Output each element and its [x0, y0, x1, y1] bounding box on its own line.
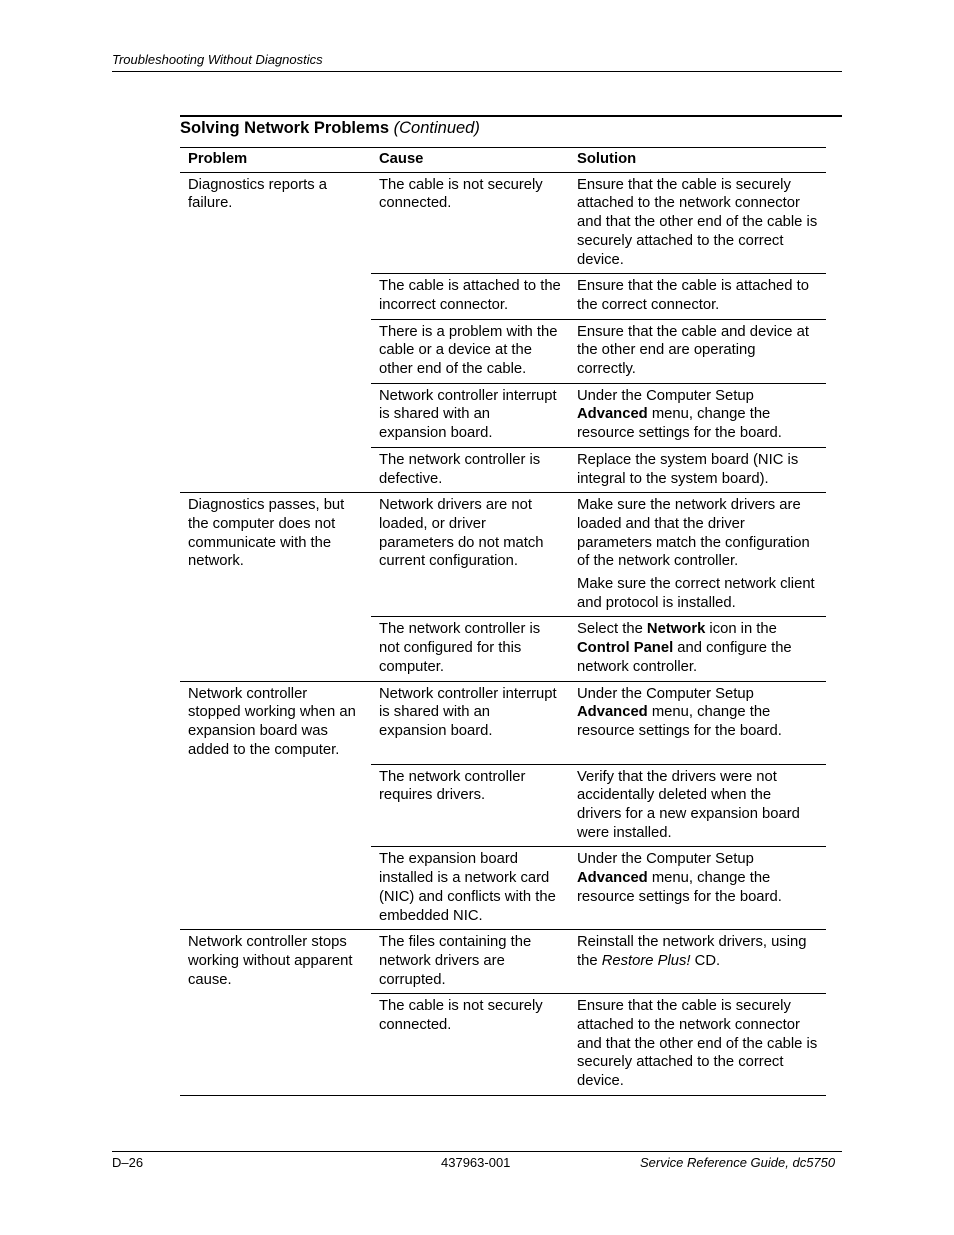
solution-cell: Ensure that the cable and device at the other end are operating correctly. — [569, 319, 826, 383]
cause-cell: The network controller is defective. — [371, 447, 569, 492]
cause-cell: The network controller is not configured for this computer. — [371, 617, 569, 681]
table-title-rule — [180, 115, 842, 117]
guide-title: Service Reference Guide, dc5750 — [640, 1155, 836, 1170]
problem-cell: Network controller stops working without apparent cause. — [180, 930, 371, 1096]
problem-cell: Network controller stopped working when an expansion board was added to the computer. — [180, 681, 371, 930]
header-rule — [112, 71, 842, 72]
solution-cell: Ensure that the cable is attached to the correct connector. — [569, 274, 826, 319]
column-header-problem: Problem — [180, 148, 371, 173]
solution-cell: Reinstall the network drivers, using the Restore Plus! CD. — [569, 930, 826, 994]
table-row — [180, 172, 826, 274]
solution-cell: Under the Computer Setup Advanced menu, change the resource settings for the board. — [569, 847, 826, 930]
table-title — [180, 119, 480, 138]
cause-cell: There is a problem with the cable or a device at the other end of the cable. — [371, 319, 569, 383]
column-header-solution: Solution — [569, 148, 826, 173]
solution-cell: Replace the system board (NIC is integral to the system board). — [569, 447, 826, 492]
solution-cell: Under the Computer Setup Advanced menu, change the resource settings for the board. — [569, 681, 826, 764]
cause-cell: The network controller requires drivers. — [371, 764, 569, 847]
table-header-row — [180, 148, 826, 173]
running-head: Troubleshooting Without Diagnostics — [112, 52, 323, 67]
cause-cell: The cable is attached to the incorrect connector. — [371, 274, 569, 319]
footer-rule — [112, 1151, 842, 1152]
cause-cell: The cable is not securely connected. — [371, 994, 569, 1096]
cause-cell: Network drivers are not loaded, or driver parameters do not match current configuration. — [371, 493, 569, 617]
cause-cell: Network controller interrupt is shared with an expansion board. — [371, 383, 569, 447]
column-header-cause: Cause — [371, 148, 569, 173]
page-number: D–26 — [112, 1155, 144, 1170]
cause-cell: The cable is not securely connected. — [371, 172, 569, 274]
problem-cell: Diagnostics passes, but the computer does not communicate with the network. — [180, 493, 371, 681]
solution-cell: Make sure the network drivers are loaded and that the driver parameters match the configuration of the network controller. Make sure the correct network client and protocol is installed. — [569, 493, 826, 617]
cause-cell: The expansion board installed is a network card (NIC) and conflicts with the embedded NIC. — [371, 847, 569, 930]
table-row — [180, 930, 826, 994]
table-title-text: Solving Network Problems — [180, 119, 390, 137]
solution-cell: Select the Network icon in the Control Panel and configure the network controller. — [569, 617, 826, 681]
troubleshooting-table — [180, 147, 826, 1096]
solution-cell: Ensure that the cable is securely attached to the network connector and that the other end of the cable is securely attached to the correct device. — [569, 994, 826, 1096]
solution-cell: Ensure that the cable is securely attached to the network connector and that the other end of the cable is securely attached to the correct device. — [569, 172, 826, 274]
table-row — [180, 493, 826, 617]
solution-cell: Under the Computer Setup Advanced menu, change the resource settings for the board. — [569, 383, 826, 447]
solution-cell: Verify that the drivers were not accidentally deleted when the drivers for a new expansion board were installed. — [569, 764, 826, 847]
cause-cell: The files containing the network drivers are corrupted. — [371, 930, 569, 994]
doc-number: 437963-001 — [441, 1155, 511, 1170]
problem-cell: Diagnostics reports a failure. — [180, 172, 371, 493]
table-title-suffix: (Continued) — [393, 119, 480, 137]
table-row — [180, 681, 826, 764]
cause-cell: Network controller interrupt is shared with an expansion board. — [371, 681, 569, 764]
